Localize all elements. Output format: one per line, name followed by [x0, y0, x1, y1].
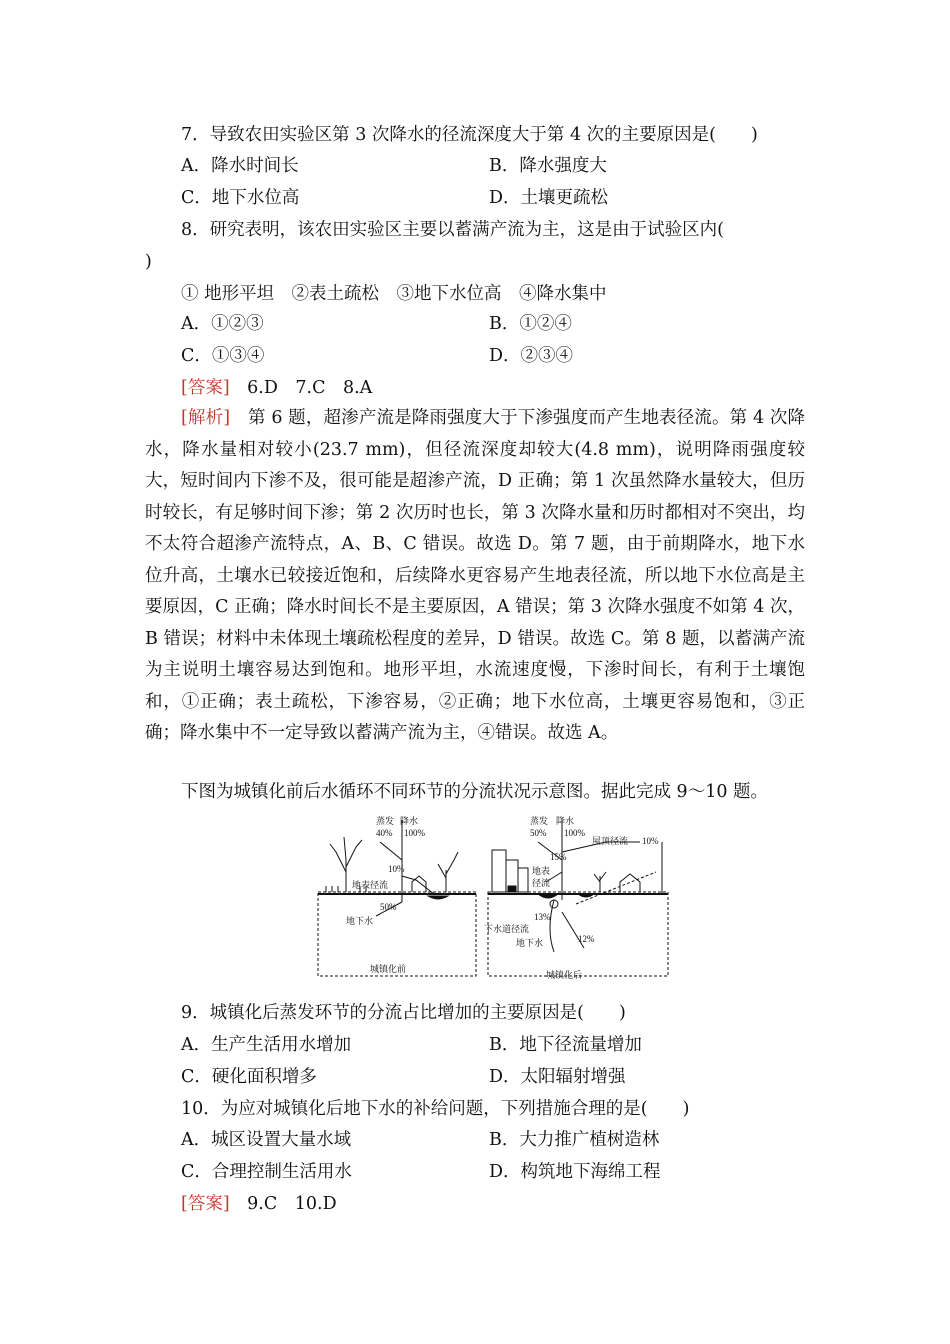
answer-block-2 [181, 1192, 337, 1216]
answer-text: 6.D 7.C 8.A [229, 378, 373, 398]
q8-option-d: D．②③④ [489, 346, 574, 366]
after-roof-pct: 10% [642, 836, 659, 846]
q9-option-c: C．硬化面积增多 [181, 1067, 317, 1087]
after-precip-label: 降水 [556, 816, 575, 826]
answer-tag: [答案] [181, 378, 230, 398]
q10-option-c: C．合理控制生活用水 [181, 1162, 352, 1182]
tree-icon [438, 852, 458, 892]
q7-option-d: D．土壤更疏松 [489, 188, 609, 208]
q9-option-d: D．太阳辐射增强 [489, 1067, 626, 1087]
after-caption: 城镇化后 [546, 970, 583, 980]
after-roof-label: 屋顶径流 [592, 836, 629, 846]
after-sewer-label: 下水道径流 [484, 924, 530, 934]
water-table-line [576, 872, 656, 904]
lake-icon [578, 894, 594, 897]
answer-text: 9.C 10.D [229, 1194, 337, 1214]
q7-option-a: A．降水时间长 [181, 156, 299, 176]
house-icon [620, 874, 640, 892]
q8-stem: 8．研究表明，该农田实验区主要以蓄满产流为主，这是由于试验区内( [181, 220, 724, 240]
before-surface-label: 地表径流 [352, 880, 389, 890]
building-door-icon [508, 886, 516, 892]
after-precip-pct: 100% [564, 828, 585, 838]
analysis-paragraph [145, 403, 805, 750]
after-ground-pct: 12% [578, 934, 595, 944]
q10-option-b: B．大力推广植树造林 [489, 1130, 660, 1150]
q10-stem: 10．为应对城镇化后地下水的补给问题，下列措施合理的是( ) [181, 1099, 690, 1119]
urbanization-water-cycle-diagram [316, 812, 670, 982]
q8-option-a: A．①②③ [181, 314, 264, 334]
q10-option-d: D．构筑地下海绵工程 [489, 1162, 661, 1182]
lake-icon [428, 896, 448, 899]
after-surface-label-2: 径流 [532, 878, 551, 888]
after-surface-pct: 15% [550, 852, 567, 862]
figure-intro: 下图为城镇化前后水循环不同环节的分流状况示意图。据此完成 9～10 题。 [181, 782, 769, 802]
q9-stem: 9．城镇化后蒸发环节的分流占比增加的主要原因是( ) [181, 1003, 626, 1023]
evaporation-arrow [380, 842, 402, 860]
q10-option-a: A．城区设置大量水域 [181, 1130, 352, 1150]
answer-block-1 [181, 376, 372, 400]
q9-option-b: B．地下径流量增加 [489, 1035, 642, 1055]
before-precip-label: 降水 [400, 816, 419, 826]
q7-option-c: C．地下水位高 [181, 188, 300, 208]
house-icon [412, 876, 426, 892]
analysis-text: 第 6 题，超渗产流是降雨强度大于下渗强度而产生地表径流。第 4 次降水，降水量相对较小(23.7 mm)，但径流深度却较大(4.8 mm)，说明降雨强度较大，短时间内下渗不及，很可能是超渗产流，D 正确；第 1 次虽然降水量较大，但历时较长，有足够时间下渗；第 2 次历时也长，第 3 次降水量和历时都相对不突出，均不太符合超渗产流特点，A、B、C 错误。故选 D。第 7 题，由于前期降水，地下水位升高，土壤水已较接近饱和，后续降水更容易产生地表径流，所以地下水位高是主要原因，C 正确；降水时间长不是主要原因，A 错误；第 3 次降水强度不如第 4 次，B 错误；材料中未体现土壤疏松程度的差异，D 错误。故选 C。第 8 题，以蓄满产流为主说明土壤容易达到饱和。地形平坦，水流速度慢，下渗时间长，有利于土壤饱和，①正确；表土疏松，下渗容易，②正确；地下水位高，土壤更容易饱和，③正确；降水集中不一定导致以蓄满产流为主，④错误。故选 A。 [145, 408, 805, 743]
q9-option-a: A．生产生活用水增加 [181, 1035, 352, 1055]
after-evap-label: 蒸发 [530, 816, 549, 826]
q7-stem: 7．导致农田实验区第 3 次降水的径流深度大于第 4 次的主要原因是( ) [181, 125, 758, 145]
after-evap-pct: 50% [530, 828, 547, 838]
building-icon [518, 868, 528, 892]
after-sewer-pct: 13% [534, 912, 551, 922]
q8-option-c: C．①③④ [181, 346, 265, 366]
before-ground-label: 地下水 [346, 916, 374, 926]
before-caption: 城镇化前 [370, 964, 407, 974]
before-evap-label: 蒸发 [376, 816, 395, 826]
before-evap-pct: 40% [376, 828, 393, 838]
before-surface-pct: 10% [388, 864, 405, 874]
q7-option-b: B．降水强度大 [489, 156, 607, 176]
tree-icon [594, 872, 606, 892]
surface-runoff-arrow [402, 876, 434, 894]
q8-stem-end: ) [145, 252, 152, 272]
analysis-tag: [解析] [181, 408, 231, 428]
before-precip-pct: 100% [404, 828, 425, 838]
after-ground-label: 地下水 [516, 938, 544, 948]
building-icon [492, 850, 506, 892]
after-surface-label-1: 地表 [532, 866, 551, 876]
answer-tag: [答案] [181, 1194, 230, 1214]
lake-icon [538, 894, 558, 898]
q8-items: ① 地形平坦 ②表土疏松 ③地下水位高 ④降水集中 [181, 284, 607, 304]
q8-option-b: B．①②④ [489, 314, 572, 334]
before-ground-pct: 50% [380, 902, 397, 912]
